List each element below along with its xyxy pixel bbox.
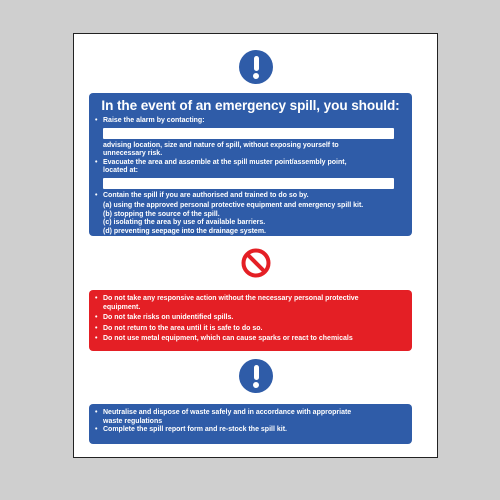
- list-item: waste regulations: [103, 417, 163, 425]
- list-item: • Complete the spill report form and re-stock the spill kit.: [95, 426, 287, 433]
- list-item: • Do not use metal equipment, which can cause sparks or react to chemicals: [95, 335, 353, 342]
- list-item: equipment.: [103, 303, 141, 311]
- mandatory-exclamation-icon: [239, 359, 273, 393]
- list-item: • Do not take any responsive action without the necessary personal protective: [95, 295, 359, 302]
- muster-point-write-box: [103, 178, 394, 189]
- list-item: (b) stopping the source of the spill.: [103, 210, 220, 218]
- contact-write-box: [103, 128, 394, 139]
- emergency-instructions-panel: [89, 93, 412, 236]
- list-item: advising location, size and nature of spill, without exposing yourself to: [103, 141, 339, 149]
- list-item: • Contain the spill if you are authorised and trained to do so by.: [95, 191, 309, 199]
- panel-heading: In the event of an emergency spill, you should:: [101, 98, 400, 113]
- list-item: (a) using the approved personal protective equipment and emergency spill kit.: [103, 202, 364, 209]
- list-item: • Do not return to the area until it is safe to do so.: [95, 324, 263, 332]
- mandatory-exclamation-icon: [239, 50, 273, 84]
- list-item: • Raise the alarm by contacting:: [95, 117, 205, 124]
- list-item: located at:: [103, 167, 139, 174]
- after-spill-panel: [89, 404, 412, 444]
- list-item: unnecessary risk.: [103, 150, 163, 157]
- prohibitions-panel: [89, 290, 412, 351]
- list-item: • Evacuate the area and assemble at the spill muster point/assembly point,: [95, 158, 347, 166]
- safety-sign: [73, 33, 438, 458]
- list-item: (c) isolating the area by use of available barriers.: [103, 219, 266, 226]
- prohibition-icon: [241, 248, 271, 278]
- list-item: (d) preventing seepage into the drainage system.: [103, 227, 266, 235]
- list-item: • Do not take risks on unidentified spills.: [95, 314, 234, 321]
- list-item: • Neutralise and dispose of waste safely and in accordance with appropriate: [95, 409, 352, 416]
